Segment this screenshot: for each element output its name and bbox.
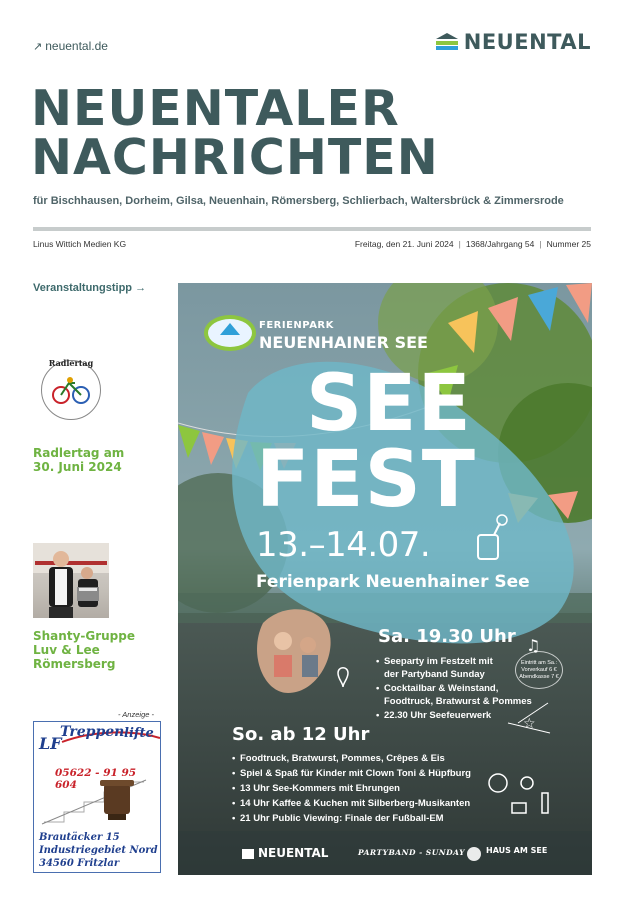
poster-footer-haus-am-see: HAUS AM SEE [486,846,548,855]
shanty-photo-image [33,543,109,618]
masthead-line2: NACHRICHTEN [31,129,439,186]
issue-volume: 1368/Jahrgang 54 [465,239,535,249]
price-line1: Eintritt am Sa.: [520,660,558,666]
sunday-program [232,751,471,826]
poster-date: 13.–14.07. [256,525,431,565]
radlertag-title-line2: 30. Juni 2024 [33,460,122,474]
brand-name: NEUENTAL [463,30,591,54]
poster-park-label: FERIENPARK [259,320,334,331]
price-line3: Abendkasse 7 € [519,674,559,680]
site-link-text: neuental.de [45,39,108,53]
sunday-item: • Spiel & Spaß für Kinder mit Clown Toni & Hüpfburg [232,766,471,781]
masthead-subtitle: für Bischhausen, Dorheim, Gilsa, Neuenhain, Römersberg, Schlierbach, Waltersbrück & Zimmersrode [33,195,564,207]
poster-headline-see: SEE [306,359,472,449]
ad-treppen-text: Treppen [60,724,125,740]
saturday-item: • 22.30 Uhr Seefeuerwerk [376,710,544,723]
issue-date: Freitag, den 21. Juni 2024 [354,239,454,249]
saturday-title: Sa. 19.30 Uhr [378,626,516,647]
ad-address-line3: 34560 Fritzlar [39,858,120,869]
svg-text:☆: ☆ [523,716,536,732]
separator: | [458,239,461,249]
ad-address-line1: Brautäcker 15 [39,832,120,843]
brand-logo [436,30,591,54]
ad-address-line2: Industriegebiet Nord [39,845,158,856]
sunday-item: • 21 Uhr Public Viewing: Finale der Fußball-EM [232,811,471,826]
issue-infobar [33,239,591,249]
issue-number: Nummer 25 [546,239,591,249]
saturday-item: • Cocktailbar & Weinstand, Foodtruck, Bratwurst & Pommes [376,683,544,708]
sunday-item: • Foodtruck, Bratwurst, Pommes, Crêpes & Eis [232,751,471,766]
shanty-teaser-title[interactable] [33,629,135,671]
event-tip-link[interactable]: Veranstaltungstipp → [33,282,147,294]
ad-label: - Anzeige - [118,710,154,719]
separator: | [539,239,542,249]
sunday-item: • 13 Uhr See-Kommers mit Ehrungen [232,781,471,796]
shanty-title-line2: Luv & Lee [33,643,100,657]
poster-venue: Ferienpark Neuenhainer See [256,572,530,592]
radlertag-logo-label: Radlertag [48,358,94,368]
ad-lf-logo: LF [39,734,62,753]
ad-phone[interactable]: 05622 - 91 95 604 [55,767,137,791]
masthead [31,80,439,186]
treppenlifte-ad[interactable] [33,721,161,873]
site-link[interactable] [33,39,108,53]
ad-lifte-text: lifte [124,726,154,741]
sunday-title: So. ab 12 Uhr [232,724,370,745]
radlertag-teaser-title[interactable] [33,446,124,474]
svg-text:♫: ♫ [526,636,541,655]
masthead-divider [33,227,591,231]
poster-park-name: NEUENHAINER SEE [259,333,428,352]
external-link-arrow-icon: ↗ [33,41,43,53]
publisher: Linus Wittich Medien KG [33,239,127,249]
masthead-line1: NEUENTALER [31,80,400,137]
ad-address [39,831,158,870]
radlertag-title-line1: Radlertag am [33,446,125,460]
poster-footer-partyband: PARTYBAND - SUNDAY [358,848,465,857]
price-badge [515,651,563,689]
price-line2: Vorverkauf 6 € [521,667,557,673]
neuental-logo-icon [436,33,458,51]
radlertag-logo[interactable] [41,360,101,420]
sunday-item: • 14 Uhr Kaffee & Kuchen mit Silberberg-Musikanten [232,796,471,811]
bicycle-icon [51,375,91,405]
shanty-title-line1: Shanty-Gruppe [33,629,135,643]
shanty-title-line3: Römersberg [33,657,116,671]
issue-details [355,239,591,249]
shanty-group-photo[interactable] [33,543,109,618]
poster-headline-fest: FEST [256,435,476,525]
poster-footer-neuental: NEUENTAL [258,846,329,860]
seefest-poster[interactable] [178,283,592,875]
saturday-item: • Seeparty im Festzelt mit der Partyband Sunday [376,656,501,681]
